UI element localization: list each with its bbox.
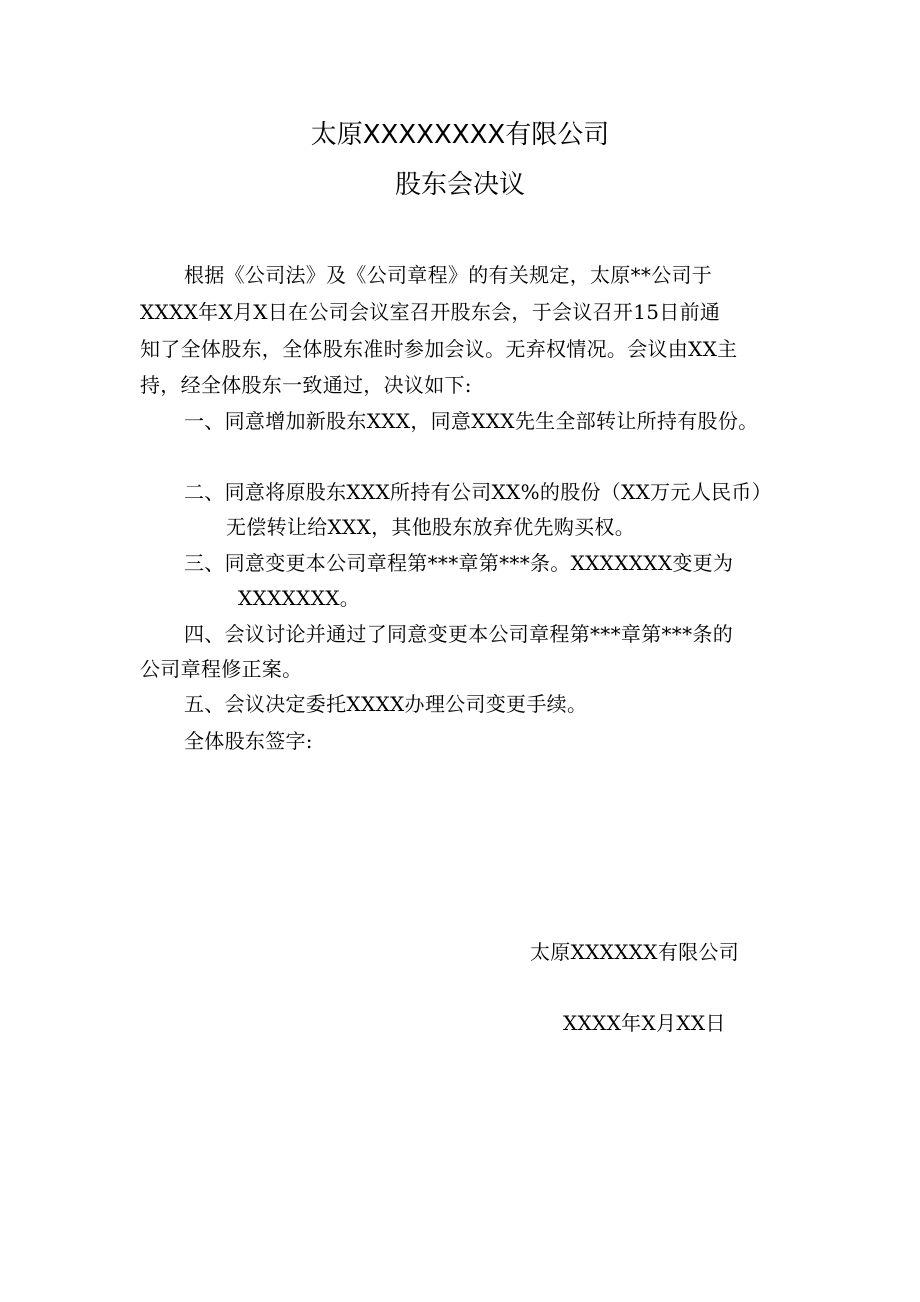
resolution-item-1: 一、同意增加新股东XXX，同意XXX先生全部转让所持有股份。 <box>184 409 759 433</box>
footer-company-name: 太原XXXXXX有限公司 <box>530 940 740 964</box>
intro-line-3: 知了全体股东，全体股东准时参加会议。无弃权情况。会议由XX主 <box>140 337 738 361</box>
resolution-item-2-line-1: 二、同意将原股东XXX所持有公司XX%的股份（XX万元人民币） <box>184 480 772 504</box>
signature-label: 全体股东签字: <box>184 729 313 753</box>
intro-line-2: XXXX年X月X日在公司会议室召开股东会，于会议召开15日前通 <box>140 300 721 324</box>
resolution-item-3-line-1: 三、同意变更本公司章程第***章第***条。XXXXXXX变更为 <box>184 551 734 575</box>
resolution-item-5: 五、会议决定委托XXXX办理公司变更手续。 <box>184 692 588 716</box>
intro-line-1: 根据《公司法》及《公司章程》的有关规定，太原**公司于 <box>184 263 713 287</box>
document-title-resolution: 股东会决议 <box>394 170 525 200</box>
document-title-company: 太原XXXXXXXX有限公司 <box>310 120 610 150</box>
resolution-item-2-line-2: 无偿转让给XXX，其他股东放弃优先购买权。 <box>226 515 636 539</box>
intro-line-4: 持，经全体股东一致通过，决议如下: <box>140 373 472 397</box>
footer-date: XXXX年X月XX日 <box>563 1011 726 1035</box>
resolution-item-4-line-2: 公司章程修正案。 <box>140 657 303 681</box>
resolution-item-4-line-1: 四、会议讨论并通过了同意变更本公司章程第***章第***条的 <box>184 622 733 646</box>
resolution-item-3-line-2: XXXXXXX。 <box>238 586 361 610</box>
